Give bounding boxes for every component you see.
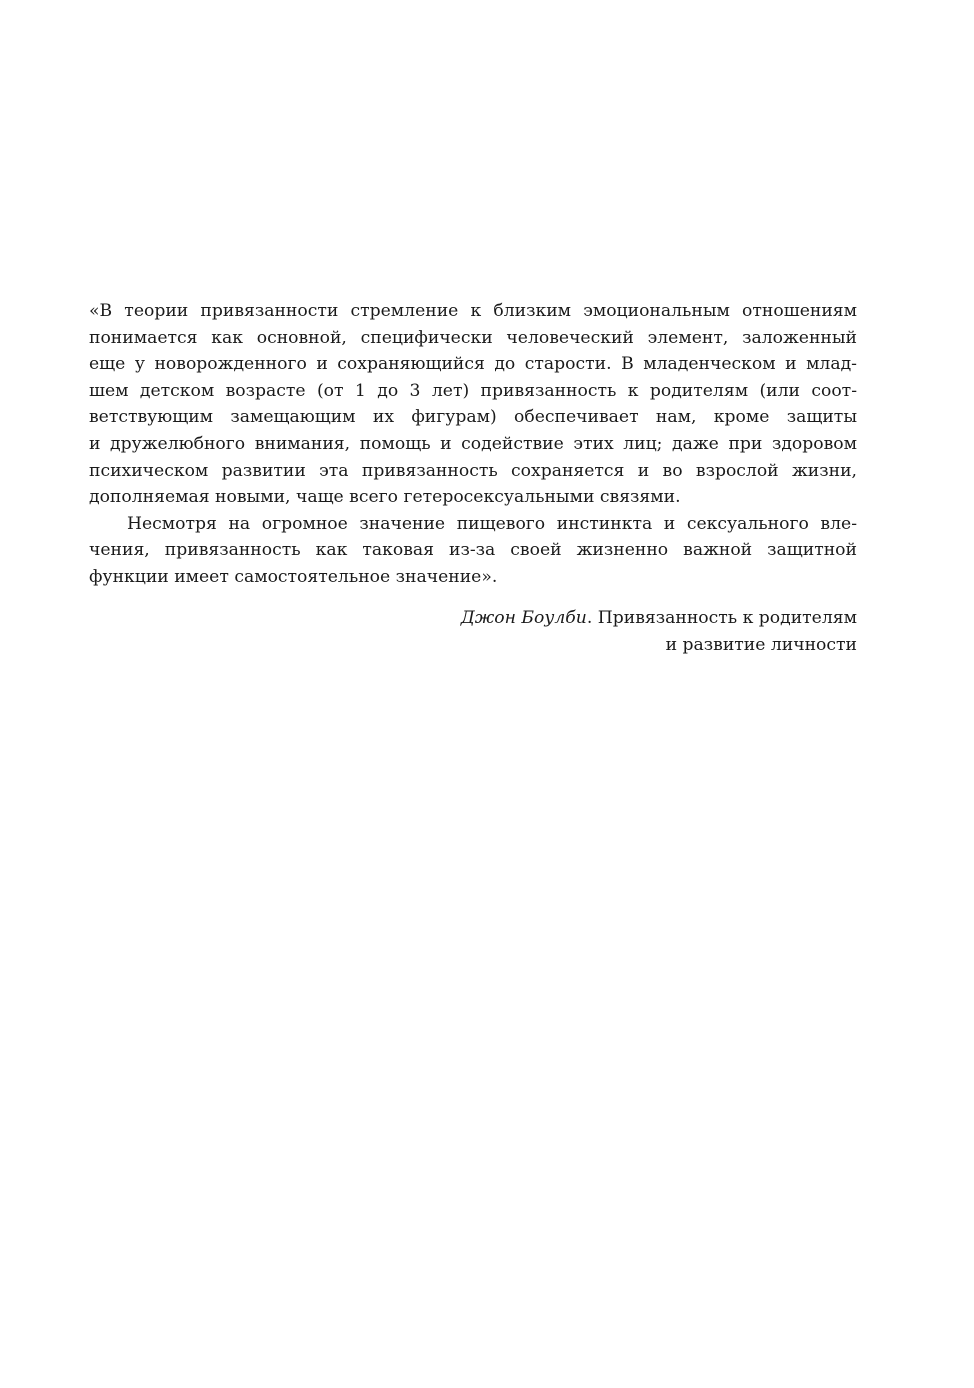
- text-line: психическом развитии эта привязанность сохраняется и во взрослой жизни,: [89, 460, 857, 481]
- text-line: ветствующим замещающим их фигурам) обеспечивает нам, кроме защиты: [89, 407, 857, 428]
- author-name: Джон Боулби: [460, 608, 587, 628]
- epigraph-paragraph-1: [89, 298, 857, 511]
- book-title-part-2: и развитие личности: [665, 634, 857, 655]
- epigraph-paragraph-2: [89, 511, 857, 591]
- text-line: еще у новорожденного и сохраняющийся до старости. В младенческом и млад-: [89, 354, 857, 375]
- text-line: чения, привязанность как таковая из-за своей жизненно важной защитной: [89, 540, 857, 561]
- text-line: дополняемая новыми, чаще всего гетеросексуальными связями.: [89, 487, 681, 508]
- attribution-separator: .: [586, 608, 598, 628]
- text-line: функции имеет самостоятельное значение».: [89, 566, 498, 587]
- text-line: понимается как основной, специфически человеческий элемент, заложенный: [89, 327, 857, 348]
- text-line: «В теории привязанности стремление к близким эмоциональным отношениям: [89, 301, 857, 321]
- text-line: и дружелюбного внимания, помощь и содействие этих лиц; даже при здоровом: [89, 433, 857, 454]
- epigraph-attribution: [89, 605, 857, 658]
- attribution-line-1: [89, 605, 857, 632]
- text-line: Несмотря на огромное значение пищевого инстинкта и сексуального вле-: [127, 513, 857, 534]
- text-line: шем детском возрасте (от 1 до 3 лет) привязанность к родителям (или соот-: [89, 380, 857, 401]
- epigraph-quote: [89, 298, 857, 591]
- attribution-line-2: [89, 632, 857, 659]
- book-title-part-1: Привязанность к родителям: [597, 608, 857, 628]
